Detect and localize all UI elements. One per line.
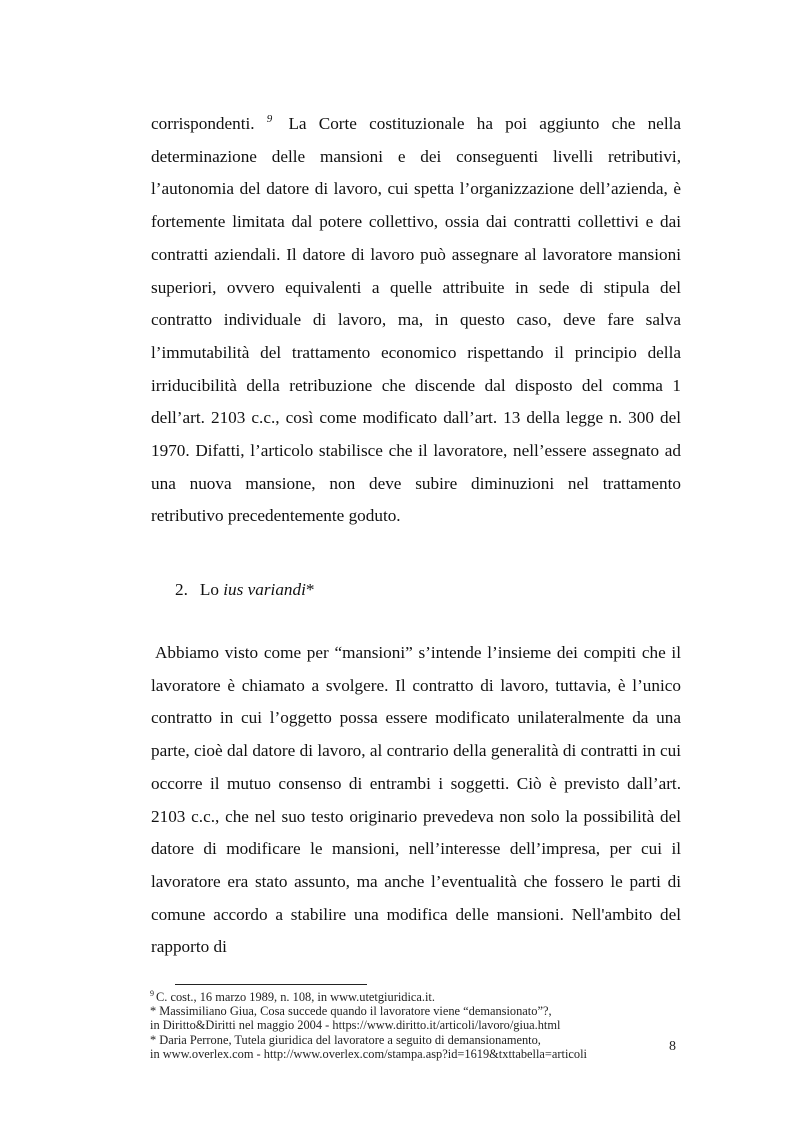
section-title-mark: * bbox=[305, 580, 315, 599]
footnote-star-1-line-1: * Massimiliano Giua, Cosa succede quando il lavoratore viene “demansionato”?, bbox=[150, 1004, 552, 1019]
paragraph-2 bbox=[151, 637, 681, 964]
paragraph-1-body: La Corte costituzionale ha poi aggiunto che nella determinazione delle mansioni e dei conseguenti livelli retributivi, l’autonomia del datore di lavoro, cui spetta l’organizzazione dell’azienda, è fortemente limitata dal potere collettivo, ossia dai contratti collettivi e dai contratti aziendali. Il datore di lavoro può assegnare al lavoratore mansioni superiori, ovvero equivalenti a quelle attribuite in sede di stipula del contratto individuale di lavoro, ma, in questo caso, deve fare salva l’immutabilità del trattamento economico rispettando il principio della irriducibilità della retribuzione che discende dal disposto del comma 1 dell’art. 2103 c.c., così come modificato dall’art. 13 della legge n. 300 del 1970. Difatti, l’articolo stabilisce che il lavoratore, nell’essere assegnato ad una nuova mansione, non deve subire diminuzioni nel trattamento retributivo precedentemente goduto. bbox=[151, 114, 681, 526]
footnote-star-1-line-2: in Diritto&Diritti nel maggio 2004 - https://www.diritto.it/articoli/lavoro/giua.html bbox=[150, 1018, 561, 1033]
paragraph-1 bbox=[151, 108, 681, 533]
page-number: 8 bbox=[669, 1039, 676, 1054]
footnote-star-2-line-2: in www.overlex.com - http://www.overlex.com/stampa.asp?id=1619&txttabella=articoli bbox=[150, 1046, 587, 1061]
footnote-star-2-line-1: * Daria Perrone, Tutela giuridica del lavoratore a seguito di demansionamento, bbox=[150, 1032, 541, 1047]
paragraph-2-text: Abbiamo visto come per “mansioni” s’intende l’insieme dei compiti che il lavoratore è chiamato a svolgere. Il contratto di lavoro, tuttavia, è l’unico contratto in cui l’oggetto possa essere modificato unilateralmente da una parte, cioè dal datore di lavoro, al contrario della generalità di contratti in cui occorre il mutuo consenso di entrambi i soggetti. Ciò è previsto dall’art. 2103 c.c., che nel suo testo originario prevedeva non solo la possibilità del datore di modificare le mansioni, nell’interesse dell’impresa, per cui il lavoratore era stato assunto, ma anche l’eventualità che fossero le parti di comune accordo a stabilire una modifica delle mansioni. Nell'ambito del rapporto di bbox=[151, 643, 681, 957]
footnote-9 bbox=[150, 990, 680, 1004]
section-title-italic: ius variandi bbox=[223, 580, 306, 599]
footnote-separator bbox=[175, 984, 367, 985]
footnote-ref-9: 9 bbox=[266, 113, 273, 126]
footnote-9-text: C. cost., 16 marzo 1989, n. 108, in www.utetgiuridica.it. bbox=[156, 990, 435, 1004]
section-title-word: Lo bbox=[199, 580, 219, 599]
footnotes bbox=[150, 990, 680, 1061]
footnote-9-number: 9 bbox=[150, 988, 154, 998]
section-heading bbox=[175, 574, 314, 606]
paragraph-1-lead: corrispondenti. bbox=[151, 114, 255, 133]
section-number: 2. bbox=[175, 580, 188, 599]
